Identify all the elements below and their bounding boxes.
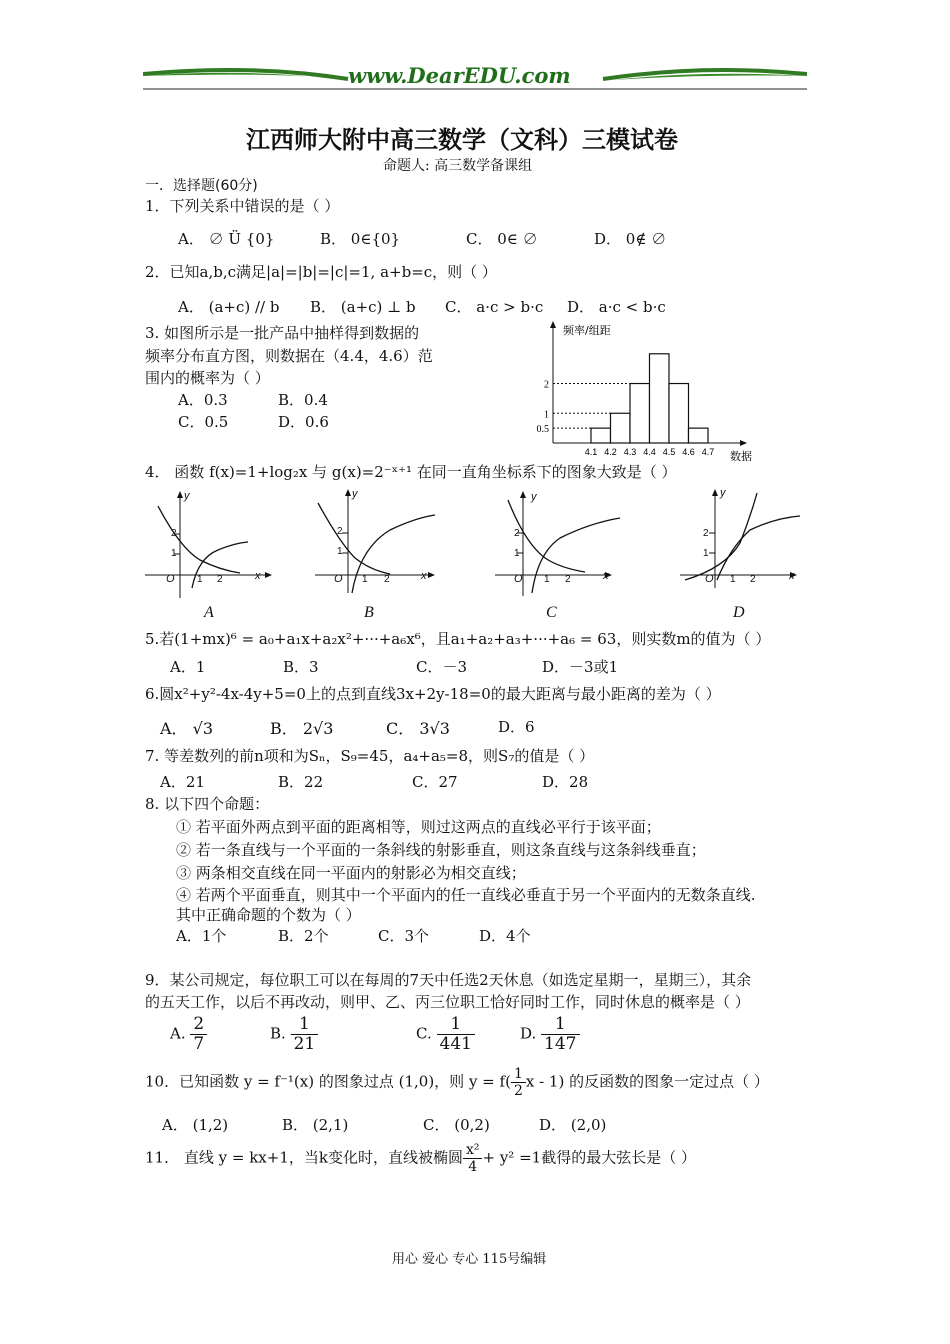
- q4-graphs: [140, 488, 820, 623]
- q9-option-c: C. $\frac{1}{441}$: [416, 1015, 475, 1054]
- graph-b-x-label: x: [421, 570, 427, 582]
- q10-stem: 10．已知函数 y = f⁻¹(x) 的图象过点 (1,0)，则 y = f( $\frac{1}{2}$ x - 1) 的反函数的图象一定过点（ ）: [145, 1066, 769, 1099]
- q2-stem: 2．已知a,b,c满足|a|=|b|=|c|=1, a+b=c，则（ ）: [145, 263, 497, 281]
- graph-b-two: 2: [337, 526, 343, 537]
- y-tick-label: 1: [544, 409, 549, 421]
- q6-option-b: B． 2√3: [270, 719, 334, 738]
- q1-option-a: A． ∅ Ü {0}: [178, 230, 275, 248]
- q8-item-4: ④ 若两个平面垂直，则其中一个平面内的任一直线必垂直于另一个平面内的无数条直线.: [176, 886, 756, 904]
- graph-c-one: 1: [514, 548, 520, 559]
- x-axis-label: 数据: [730, 450, 752, 463]
- graph-a-x-label: x: [255, 570, 261, 582]
- histogram-bar: [650, 354, 670, 443]
- q8-stem: 8. 以下四个命题：: [145, 795, 270, 813]
- q1-stem: 1．下列关系中错误的是（ ）: [145, 197, 340, 215]
- graph-a-origin: O: [166, 573, 175, 585]
- frequency-histogram: [525, 318, 775, 468]
- q5-option-b: B．3: [283, 658, 319, 676]
- x-tick-label: 4.3: [623, 447, 637, 457]
- q3-option-c: C．0.5: [178, 413, 229, 431]
- q5-option-a: A．1: [170, 658, 206, 676]
- histogram-bar: [669, 384, 689, 443]
- q7-option-b: B．22: [278, 773, 324, 791]
- header-banner: [143, 62, 807, 94]
- y-tick-label: 0.5: [536, 424, 549, 436]
- q1-option-b: B． 0∈{0}: [320, 230, 401, 248]
- graph-c-x-one: 1: [544, 574, 550, 585]
- q10-option-a: A． (1,2): [162, 1116, 229, 1134]
- x-tick-label: 4.7: [701, 447, 715, 457]
- graph-a-x-two: 2: [217, 574, 223, 585]
- q8-option-a: A．1个: [176, 927, 227, 945]
- graph-a-two: 2: [171, 528, 177, 539]
- histogram-bar: [630, 384, 650, 443]
- q6-option-d: D．6: [498, 718, 535, 736]
- x-tick-label: 4.5: [662, 447, 676, 457]
- graph-b-caption: B: [364, 604, 374, 621]
- q3-line-3: 围内的概率为（ ）: [145, 369, 270, 387]
- x-tick-label: 4.6: [682, 447, 695, 457]
- graph-c-x-two: 2: [565, 574, 571, 585]
- q3-line-1: 3. 如图所示是一批产品中抽样得到数据的: [145, 324, 420, 342]
- q9-line-2: 的五天工作，以后不再改动，则甲、乙、丙三位职工恰好同时工作，同时休息的概率是（ ）: [145, 993, 750, 1011]
- q3-option-d: D．0.6: [278, 413, 329, 431]
- graph-b-origin: O: [334, 573, 343, 585]
- graph-a-caption: A: [204, 604, 214, 621]
- histogram-bar: [689, 428, 709, 443]
- q9-line-1: 9．某公司规定，每位职工可以在每周的7天中任选2天休息（如选定星期一，星期三），其余: [145, 971, 752, 989]
- q11-fraction: $\frac{\text{x²}}{4}$: [463, 1142, 483, 1175]
- graph-c-two: 2: [514, 528, 520, 539]
- q9-option-c-fraction: $\frac{1}{441}$: [437, 1015, 475, 1054]
- q3-option-a: A．0.3: [178, 391, 228, 409]
- q5-stem: 5.若(1+mx)⁶ = a₀+a₁x+a₂x²+···+a₆x⁶，且a₁+a₂+a₃+···+a₆ = 63，则实数m的值为（ ）: [145, 630, 771, 648]
- graph-a-y-label: y: [184, 490, 190, 502]
- graph-d: [680, 489, 800, 588]
- graph-b-x-two: 2: [384, 574, 390, 585]
- q2-option-c: C． a·c > b·c: [445, 298, 544, 316]
- q9-option-a-fraction: $\frac{2}{7}$: [190, 1015, 207, 1054]
- graph-d-caption: D: [733, 604, 745, 621]
- q8-option-b: B．2个: [278, 927, 329, 945]
- q2-option-b: B． (a+c) ⊥ b: [310, 298, 416, 316]
- q9-option-d: D. $\frac{1}{147}$: [520, 1015, 580, 1054]
- q8-option-c: C．3个: [378, 927, 430, 945]
- x-tick-label: 4.2: [604, 447, 617, 457]
- graph-b-one: 1: [337, 546, 343, 557]
- graph-a: [145, 491, 272, 598]
- x-tick-label: 4.1: [584, 447, 598, 457]
- q10-fraction: $\frac{1}{2}$: [511, 1066, 526, 1099]
- q7-option-d: D．28: [542, 773, 589, 791]
- q8-item-1: ① 若平面外两点到平面的距离相等，则过这两点的直线必平行于该平面；: [176, 818, 661, 836]
- q9-option-b-fraction: $\frac{1}{21}$: [291, 1015, 319, 1054]
- graph-c-origin: O: [514, 573, 523, 585]
- graph-b: [315, 489, 435, 593]
- graph-d-x-two: 2: [750, 574, 756, 585]
- graph-d-x-one: 1: [730, 574, 736, 585]
- page-footer: 用心 爱心 专心 115号编辑: [392, 1252, 547, 1267]
- q7-stem: 7. 等差数列的前n项和为Sₙ，S₉=45，a₄+a₅=8，则S₇的值是（ ）: [145, 747, 595, 765]
- q10-option-c: C． (0,2): [423, 1116, 490, 1134]
- q1-option-c: C． 0∈ ∅: [466, 230, 538, 248]
- graph-a-x-one: 1: [197, 574, 203, 585]
- histogram-bar: [591, 428, 611, 443]
- q9-option-b: B. $\frac{1}{21}$: [270, 1015, 318, 1054]
- q6-option-a: A． √3: [160, 719, 214, 738]
- y-axis-arrow: [550, 321, 556, 328]
- y-axis-label: 频率/组距: [563, 324, 611, 337]
- x-axis-arrow: [740, 440, 747, 446]
- q5-option-d: D．－3或1: [542, 658, 619, 676]
- q9-option-a: A. $\frac{2}{7}$: [170, 1015, 207, 1054]
- q8-option-d: D．4个: [479, 927, 531, 945]
- graph-d-y-label: y: [720, 487, 726, 499]
- q11-stem: 11． 直线 y = kx+1，当k变化时，直线被椭圆 $\frac{\text{x²}}{4}$ + y² =1截得的最大弦长是（ ）: [145, 1142, 696, 1175]
- graph-b-x-one: 1: [362, 574, 368, 585]
- q7-option-c: C．27: [412, 773, 458, 791]
- graph-d-origin: O: [705, 573, 714, 585]
- x-tick-label: 4.4: [643, 447, 656, 457]
- page-title: 江西师大附中高三数学（文科）三模试卷: [246, 126, 678, 154]
- q2-option-d: D． a·c < b·c: [567, 298, 666, 316]
- q8-ask: 其中正确命题的个数为（ ）: [176, 906, 361, 924]
- graph-c-x-label: x: [603, 570, 609, 582]
- q3-line-2: 频率分布直方图，则数据在（4.4，4.6）范: [145, 347, 433, 365]
- q7-option-a: A．21: [160, 773, 205, 791]
- graph-d-two: 2: [703, 528, 709, 539]
- q6-stem: 6.圆x²+y²-4x-4y+5=0上的点到直线3x+2y-18=0的最大距离与最小距离的差为（ ）: [145, 685, 721, 703]
- q10-option-b: B． (2,1): [282, 1116, 349, 1134]
- graph-d-one: 1: [703, 548, 709, 559]
- q10-option-d: D． (2,0): [539, 1116, 607, 1134]
- q8-item-3: ③ 两条相交直线在同一平面内的射影必为相交直线；: [176, 864, 526, 882]
- site-logo-text: www.DearEDU.com: [348, 63, 571, 88]
- section-heading: 一．选择题(60分): [145, 178, 258, 194]
- y-tick-label: 2: [544, 379, 549, 391]
- graph-c-caption: C: [546, 604, 557, 621]
- q9-option-d-fraction: $\frac{1}{147}$: [541, 1015, 579, 1054]
- q5-option-c: C．－3: [416, 658, 468, 676]
- author-line: 命题人: 高三数学备课组: [383, 158, 533, 174]
- q2-option-a: A． (a+c) // b: [178, 298, 280, 316]
- q4-stem: 4． 函数 f(x)=1+log₂x 与 g(x)=2⁻ˣ⁺¹ 在同一直角坐标系下的图象大致是（ ）: [145, 463, 677, 481]
- graph-a-one: 1: [171, 548, 177, 559]
- histogram-bar: [611, 413, 631, 443]
- q8-item-2: ② 若一条直线与一个平面的一条斜线的射影垂直，则这条直线与这条斜线垂直；: [176, 841, 706, 859]
- graph-d-x-label: x: [789, 570, 795, 582]
- q6-option-c: C． 3√3: [386, 719, 450, 738]
- graph-c-y-label: y: [531, 491, 537, 503]
- q3-option-b: B．0.4: [278, 391, 328, 409]
- q1-option-d: D． 0∉ ∅: [594, 230, 667, 248]
- graph-b-y-label: y: [352, 488, 358, 500]
